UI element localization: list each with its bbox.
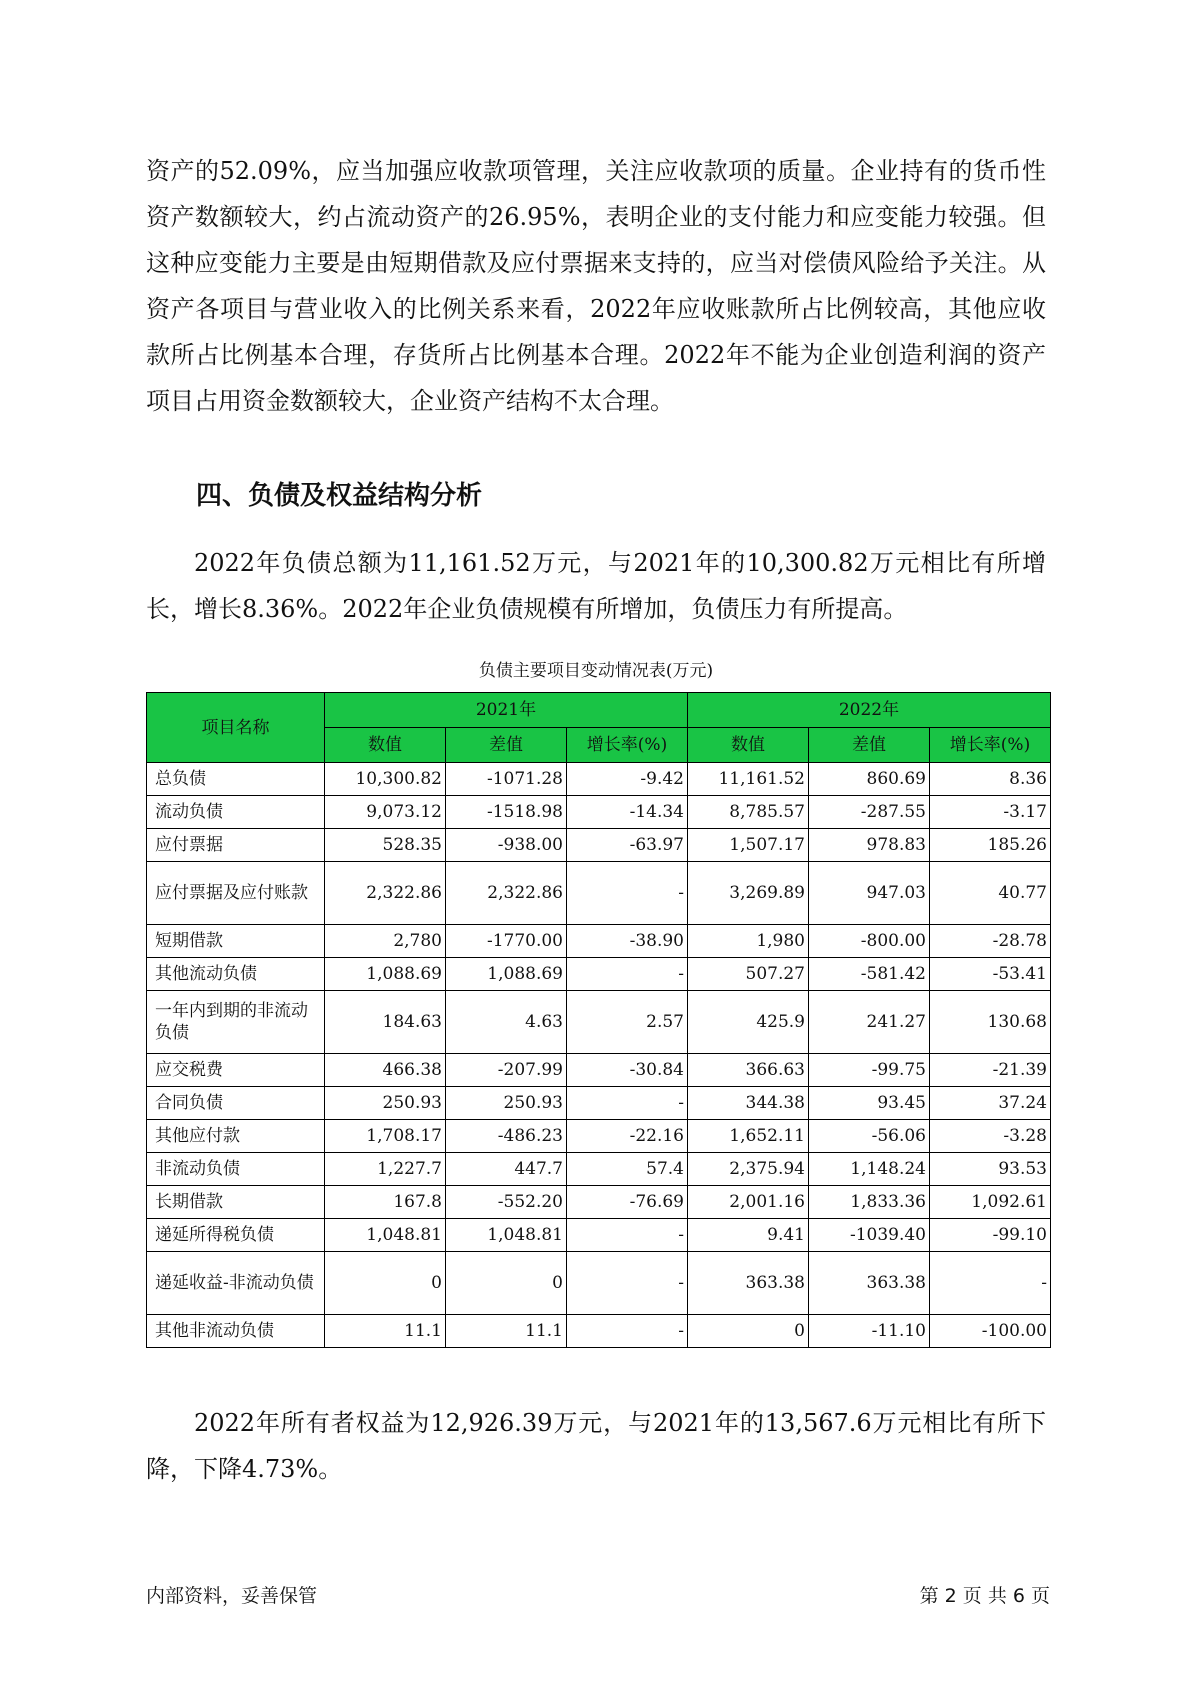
row-cell: 250.93 (325, 1087, 446, 1120)
row-cell: -99.75 (809, 1054, 930, 1087)
row-cell: 528.35 (325, 829, 446, 862)
row-cell: -1518.98 (446, 796, 567, 829)
row-cell: 507.27 (688, 958, 809, 991)
table-row (147, 1252, 1051, 1315)
header-item-name: 项目名称 (147, 693, 325, 763)
subheader-diff: 差值 (446, 728, 567, 763)
row-cell: 11.1 (446, 1315, 567, 1348)
row-cell: -56.06 (809, 1120, 930, 1153)
paragraph-asset-structure: 资产的52.09%，应当加强应收款项管理，关注应收款项的质量。企业持有的货币性资产数额较大，约占流动资产的26.95%，表明企业的支付能力和应变能力较强。但这种应变能力主要是由短期借款及应付票据来支持的，应当对偿债风险给予关注。从资产各项目与营业收入的比例关系来看，2022年应收账款所占比例较高，其他应收款所占比例基本合理，存货所占比例基本合理。2022年不能为企业创造利润的资产项目占用资金数额较大，企业资产结构不太合理。 (146, 157, 1046, 415)
row-cell: 8,785.57 (688, 796, 809, 829)
row-cell: 2,375.94 (688, 1153, 809, 1186)
row-cell: 447.7 (446, 1153, 567, 1186)
row-cell: 366.63 (688, 1054, 809, 1087)
row-item-name: 合同负债 (147, 1087, 325, 1120)
row-cell: 1,652.11 (688, 1120, 809, 1153)
section-heading: 四、负债及权益结构分析 (196, 481, 483, 511)
subheader-value: 数值 (325, 728, 446, 763)
table-row (147, 991, 1051, 1054)
row-cell: 9.41 (688, 1219, 809, 1252)
row-cell: 8.36 (930, 763, 1051, 796)
row-item-name: 递延所得税负债 (147, 1219, 325, 1252)
subheader-growth: 增长率(%) (567, 728, 688, 763)
row-cell: 4.63 (446, 991, 567, 1054)
row-cell: 1,833.36 (809, 1186, 930, 1219)
row-cell: -22.16 (567, 1120, 688, 1153)
row-cell: -53.41 (930, 958, 1051, 991)
row-cell: - (567, 862, 688, 925)
table-row (147, 1153, 1051, 1186)
row-cell: 363.38 (688, 1252, 809, 1315)
row-cell: 978.83 (809, 829, 930, 862)
row-cell: - (567, 1219, 688, 1252)
row-cell: -1071.28 (446, 763, 567, 796)
row-cell: 466.38 (325, 1054, 446, 1087)
row-cell: -11.10 (809, 1315, 930, 1348)
row-cell: 344.38 (688, 1087, 809, 1120)
row-cell: 1,048.81 (446, 1219, 567, 1252)
row-item-name: 其他非流动负债 (147, 1315, 325, 1348)
row-cell: - (567, 1087, 688, 1120)
row-cell: 11.1 (325, 1315, 446, 1348)
row-cell: 1,088.69 (446, 958, 567, 991)
row-cell: 167.8 (325, 1186, 446, 1219)
row-cell: 2,780 (325, 925, 446, 958)
table-row (147, 862, 1051, 925)
row-cell: - (567, 1315, 688, 1348)
row-cell: - (930, 1252, 1051, 1315)
table-row (147, 1054, 1051, 1087)
subheader-diff: 差值 (809, 728, 930, 763)
row-cell: -207.99 (446, 1054, 567, 1087)
row-cell: 40.77 (930, 862, 1051, 925)
table-row (147, 796, 1051, 829)
row-cell: -9.42 (567, 763, 688, 796)
row-item-name: 总负债 (147, 763, 325, 796)
row-cell: 250.93 (446, 1087, 567, 1120)
row-cell: -100.00 (930, 1315, 1051, 1348)
row-cell: 93.53 (930, 1153, 1051, 1186)
row-cell: 1,507.17 (688, 829, 809, 862)
row-cell: 425.9 (688, 991, 809, 1054)
table-body (147, 763, 1051, 1348)
row-cell: 57.4 (567, 1153, 688, 1186)
footer-confidential-note: 内部资料，妥善保管 (146, 1585, 318, 1607)
row-item-name: 非流动负债 (147, 1153, 325, 1186)
table-row (147, 958, 1051, 991)
header-year-2021: 2021年 (325, 693, 688, 728)
row-item-name: 长期借款 (147, 1186, 325, 1219)
row-cell: - (567, 958, 688, 991)
row-cell: -3.28 (930, 1120, 1051, 1153)
row-cell: 2,322.86 (325, 862, 446, 925)
row-cell: 947.03 (809, 862, 930, 925)
row-item-name: 一年内到期的非流动负债 (147, 991, 325, 1054)
row-cell: 363.38 (809, 1252, 930, 1315)
table-caption: 负债主要项目变动情况表(万元) (478, 661, 714, 681)
row-cell: -938.00 (446, 829, 567, 862)
row-cell: 185.26 (930, 829, 1051, 862)
table-row (147, 1087, 1051, 1120)
row-item-name: 流动负债 (147, 796, 325, 829)
row-cell: 9,073.12 (325, 796, 446, 829)
row-cell: 0 (325, 1252, 446, 1315)
row-cell: -3.17 (930, 796, 1051, 829)
row-cell: - (567, 1252, 688, 1315)
row-cell: 0 (446, 1252, 567, 1315)
table-row (147, 829, 1051, 862)
row-cell: 184.63 (325, 991, 446, 1054)
table-row (147, 763, 1051, 796)
row-cell: 1,088.69 (325, 958, 446, 991)
row-cell: 1,980 (688, 925, 809, 958)
row-cell: 1,092.61 (930, 1186, 1051, 1219)
row-cell: 93.45 (809, 1087, 930, 1120)
row-cell: 2.57 (567, 991, 688, 1054)
header-year-2022: 2022年 (688, 693, 1051, 728)
row-cell: -99.10 (930, 1219, 1051, 1252)
subheader-value: 数值 (688, 728, 809, 763)
table-header-row (147, 693, 1051, 728)
row-cell: 0 (688, 1315, 809, 1348)
row-cell: -21.39 (930, 1054, 1051, 1087)
row-cell: -28.78 (930, 925, 1051, 958)
paragraph-owner-equity: 2022年所有者权益为12,926.39万元，与2021年的13,567.6万元相比有所下降，下降4.73%。 (146, 1409, 1046, 1483)
row-cell: 2,322.86 (446, 862, 567, 925)
row-cell: 1,227.7 (325, 1153, 446, 1186)
row-cell: 11,161.52 (688, 763, 809, 796)
subheader-growth: 增长率(%) (930, 728, 1051, 763)
table-row (147, 1186, 1051, 1219)
row-cell: -63.97 (567, 829, 688, 862)
row-cell: -287.55 (809, 796, 930, 829)
row-cell: -486.23 (446, 1120, 567, 1153)
footer-page-number: 第 2 页 共 6 页 (919, 1585, 1050, 1607)
table-row (147, 925, 1051, 958)
row-cell: -1039.40 (809, 1219, 930, 1252)
liability-table (146, 692, 1051, 1348)
row-item-name: 短期借款 (147, 925, 325, 958)
row-cell: 10,300.82 (325, 763, 446, 796)
row-cell: -14.34 (567, 796, 688, 829)
row-cell: 37.24 (930, 1087, 1051, 1120)
row-cell: -552.20 (446, 1186, 567, 1219)
row-cell: -581.42 (809, 958, 930, 991)
table-row (147, 1120, 1051, 1153)
row-cell: -30.84 (567, 1054, 688, 1087)
table-row (147, 1219, 1051, 1252)
row-cell: -1770.00 (446, 925, 567, 958)
row-item-name: 递延收益-非流动负债 (147, 1252, 325, 1315)
row-cell: 1,708.17 (325, 1120, 446, 1153)
row-cell: -38.90 (567, 925, 688, 958)
row-cell: 241.27 (809, 991, 930, 1054)
table-row (147, 1315, 1051, 1348)
row-item-name: 其他流动负债 (147, 958, 325, 991)
row-item-name: 其他应付款 (147, 1120, 325, 1153)
row-item-name: 应付票据及应付账款 (147, 862, 325, 925)
row-cell: 3,269.89 (688, 862, 809, 925)
row-cell: 130.68 (930, 991, 1051, 1054)
row-cell: 2,001.16 (688, 1186, 809, 1219)
row-cell: 1,148.24 (809, 1153, 930, 1186)
row-cell: -800.00 (809, 925, 930, 958)
row-cell: 860.69 (809, 763, 930, 796)
paragraph-liability-total: 2022年负债总额为11,161.52万元，与2021年的10,300.82万元相比有所增长，增长8.36%。2022年企业负债规模有所增加，负债压力有所提高。 (146, 549, 1046, 623)
row-item-name: 应付票据 (147, 829, 325, 862)
row-cell: 1,048.81 (325, 1219, 446, 1252)
row-item-name: 应交税费 (147, 1054, 325, 1087)
row-cell: -76.69 (567, 1186, 688, 1219)
